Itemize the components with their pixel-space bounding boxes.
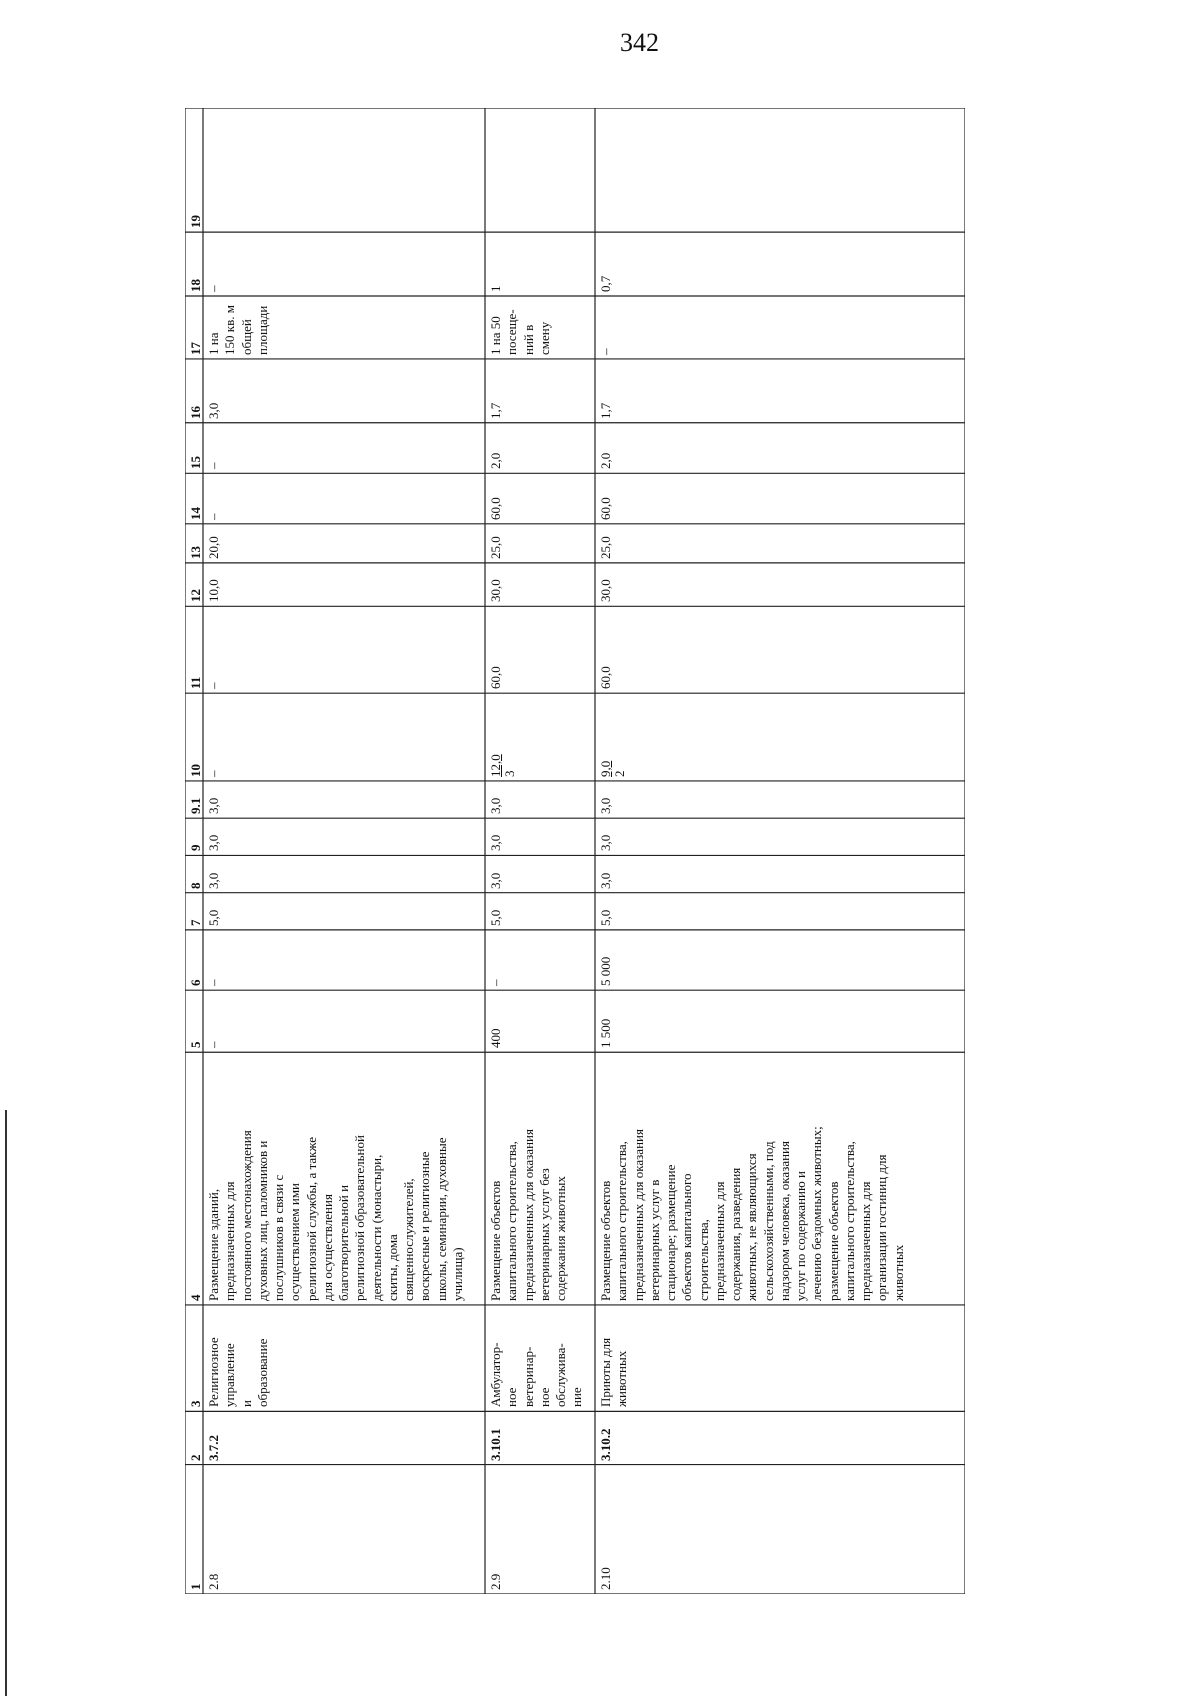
cell-line: религиозной образовательной [352, 1135, 368, 1301]
fraction-numerator: 9,0 [598, 760, 613, 777]
cell-line: Размещение зданий, [206, 1188, 221, 1301]
cell-line: услуг по содержанию и [793, 1171, 808, 1301]
cell-col-8: 3,0 [206, 872, 221, 889]
cell-min-area: 400 [488, 1028, 503, 1049]
cell-col-12: 10,0 [206, 579, 221, 603]
cell-col-11: 60,0 [598, 666, 613, 690]
cell-col-10: – [206, 770, 221, 777]
cell-description [488, 1129, 569, 1301]
cell-line: содержания, разведения [728, 1167, 743, 1301]
cell-col-8: 3,0 [598, 872, 613, 889]
header-cell-19: 19 [188, 215, 203, 229]
cell-line: для осуществления [319, 1194, 335, 1301]
cell-col-15: 2,0 [488, 453, 503, 470]
cell-col-13: 25,0 [488, 536, 503, 559]
cell-row-number: 2.10 [598, 1567, 613, 1590]
cell-col-9: 3,0 [488, 835, 503, 852]
cell-col-13: 25,0 [598, 536, 613, 559]
header-cell-9: 9 [188, 844, 203, 852]
cell-col-12: 30,0 [598, 579, 613, 603]
cell-max-area: – [488, 979, 503, 987]
cell-line: предназначенных для оказания [520, 1128, 536, 1301]
header-cell-18: 18 [188, 278, 203, 292]
cell-line: стационаре; размещение [663, 1164, 678, 1301]
cell-line: управление [222, 1343, 238, 1408]
cell-col-15: 2,0 [598, 453, 613, 470]
cell-parking: – [598, 348, 613, 355]
cell-col-12: 30,0 [488, 579, 503, 603]
cell-code: 3.10.2 [598, 1428, 613, 1461]
cell-line: осуществлением ими [287, 1182, 303, 1301]
cell-line: школы, семинарии, духовные [433, 1137, 449, 1301]
cell-line: образование [254, 1338, 270, 1408]
cell-line: благотворительной и [336, 1184, 351, 1301]
fraction-numerator: 12,0 [488, 754, 503, 777]
cell-line: животных [614, 1351, 630, 1408]
cell-col-8: 3,0 [488, 872, 503, 889]
cell-code: 3.7.2 [206, 1434, 221, 1461]
cell-col-16: 1,7 [598, 402, 613, 419]
cell-line: ние [569, 1387, 585, 1408]
cell-line: воскресные и религиозные [417, 1151, 433, 1301]
cell-line: организации гостиниц для [874, 1154, 890, 1301]
cell-line: 1 на 50 [488, 316, 503, 355]
cell-col-9-1: 3,0 [206, 797, 221, 815]
header-cell-17: 17 [188, 341, 203, 355]
cell-col-7: 5,0 [206, 909, 221, 926]
cell-line: предназначенных для оказания [630, 1128, 646, 1301]
header-cell-12: 12 [188, 589, 203, 603]
cell-line: капитального строительства, [504, 1141, 520, 1301]
cell-line: постоянного местонахождения [238, 1130, 254, 1301]
cell-line: содержания животных [553, 1176, 568, 1301]
cell-col-16: 1,7 [488, 402, 503, 419]
cell-line: 150 кв. м [222, 304, 238, 355]
cell-line: училища) [449, 1247, 465, 1301]
cell-col-18: 1 [488, 285, 503, 292]
cell-col-13: 20,0 [206, 536, 221, 559]
cell-description [598, 1126, 907, 1301]
cell-line: размещение объектов [825, 1181, 841, 1301]
cell-col-9-1: 3,0 [598, 797, 613, 815]
cell-line: ветеринарных услуг в [646, 1179, 662, 1301]
cell-line: общей [238, 319, 254, 355]
cell-col-7: 5,0 [488, 909, 503, 926]
header-cell-8: 8 [188, 882, 203, 889]
cell-line: посеще- [504, 309, 520, 355]
cell-col-11: – [206, 682, 221, 690]
header-cell-15: 15 [188, 456, 203, 470]
scan-edge-line [5, 1110, 7, 1696]
cell-line: сельскохозяйственными, под [760, 1141, 776, 1301]
cell-line: священнослужителей, [401, 1178, 416, 1301]
cell-col-18: 0,7 [598, 275, 613, 292]
page-number: 342 [620, 28, 659, 57]
cell-line: капитального строительства, [841, 1141, 857, 1301]
fraction-denominator: 3 [501, 770, 517, 777]
cell-col-11: 60,0 [488, 666, 503, 690]
cell-col-9: 3,0 [598, 835, 613, 852]
cell-parking [488, 309, 553, 355]
cell-line: ное [504, 1387, 520, 1408]
header-cell-13: 13 [188, 545, 203, 559]
cell-col-14: 60,0 [598, 497, 613, 520]
cell-line: послушников в связи с [271, 1174, 286, 1301]
cell-line: Приюты для [598, 1338, 613, 1408]
cell-max-area: – [206, 979, 221, 987]
header-cell-4: 4 [188, 1294, 203, 1301]
header-cell-11: 11 [188, 676, 203, 690]
cell-line: объектов капитального [679, 1173, 695, 1301]
cell-parking [206, 305, 271, 355]
header-cell-10: 10 [188, 763, 203, 777]
cell-col-9: 3,0 [206, 835, 221, 852]
cell-line: смену [536, 321, 552, 355]
cell-min-area: 1 500 [598, 1019, 613, 1049]
fraction [599, 761, 626, 777]
cell-line: площади [254, 305, 270, 355]
cell-line: Размещение объектов [598, 1180, 613, 1301]
cell-line: Амбулатор- [488, 1342, 503, 1408]
cell-line: ветеринарных услуг без [536, 1168, 552, 1301]
cell-line: животных, не являющихся [744, 1153, 760, 1301]
cell-code: 3.10.1 [488, 1428, 503, 1461]
header-cell-5: 5 [188, 1041, 203, 1049]
cell-line: обслужива- [553, 1343, 568, 1408]
cell-min-area: – [206, 1041, 221, 1049]
cell-line: надзором человека, оказания [776, 1140, 792, 1301]
header-cell-9-1: 9.1 [188, 797, 203, 815]
header-cell-16: 16 [188, 405, 203, 419]
cell-line: деятельности (монастыри, [368, 1154, 384, 1301]
cell-col-18: – [206, 285, 221, 292]
cell-col-9-1: 3,0 [488, 797, 503, 815]
cell-col-14: 60,0 [488, 497, 503, 520]
header-cell-1: 1 [188, 1583, 203, 1590]
fraction [489, 754, 516, 777]
cell-line: предназначенных для [711, 1181, 727, 1301]
cell-line: духовных лиц, паломников и [254, 1140, 270, 1301]
cell-col-10-fraction [488, 754, 516, 777]
cell-line: ветеринар- [520, 1347, 536, 1408]
header-cell-6: 6 [188, 979, 203, 987]
rotated-table [185, 108, 965, 1594]
cell-line: религиозной службы, а также [303, 1136, 319, 1301]
cell-line: ное [536, 1387, 552, 1408]
cell-line: животных [890, 1244, 906, 1301]
cell-line: предназначенных для [858, 1181, 873, 1301]
cell-description [206, 1130, 466, 1301]
cell-row-number: 2.9 [488, 1573, 503, 1590]
cell-line: капитального строительства, [614, 1141, 630, 1301]
cell-use-name [598, 1338, 631, 1407]
cell-line: строительства, [695, 1219, 711, 1301]
cell-use-name [206, 1338, 271, 1408]
cell-line: 1 на [206, 332, 221, 355]
cell-line: Религиозное [206, 1337, 221, 1408]
cell-col-16: 3,0 [206, 402, 221, 419]
header-cell-7: 7 [188, 919, 203, 926]
cell-use-name [488, 1343, 586, 1407]
cell-line: ний в [520, 324, 536, 355]
cell-row-number: 2.8 [206, 1573, 221, 1590]
cell-col-14: – [206, 513, 221, 520]
cell-line: предназначенных для [222, 1181, 238, 1301]
cell-col-10-fraction [598, 761, 626, 777]
header-cell-14: 14 [188, 506, 203, 520]
cell-col-15: – [206, 462, 221, 470]
cell-max-area: 5 000 [598, 956, 613, 987]
fraction-denominator: 2 [611, 770, 627, 777]
cell-line: Размещение объектов [488, 1180, 503, 1301]
cell-line: и [238, 1400, 254, 1408]
cell-col-7: 5,0 [598, 909, 613, 926]
header-cell-2: 2 [188, 1454, 203, 1461]
header-cell-3: 3 [188, 1400, 203, 1408]
cell-line: лечению бездомных животных; [809, 1126, 825, 1301]
cell-line: скиты, дома [384, 1234, 400, 1301]
